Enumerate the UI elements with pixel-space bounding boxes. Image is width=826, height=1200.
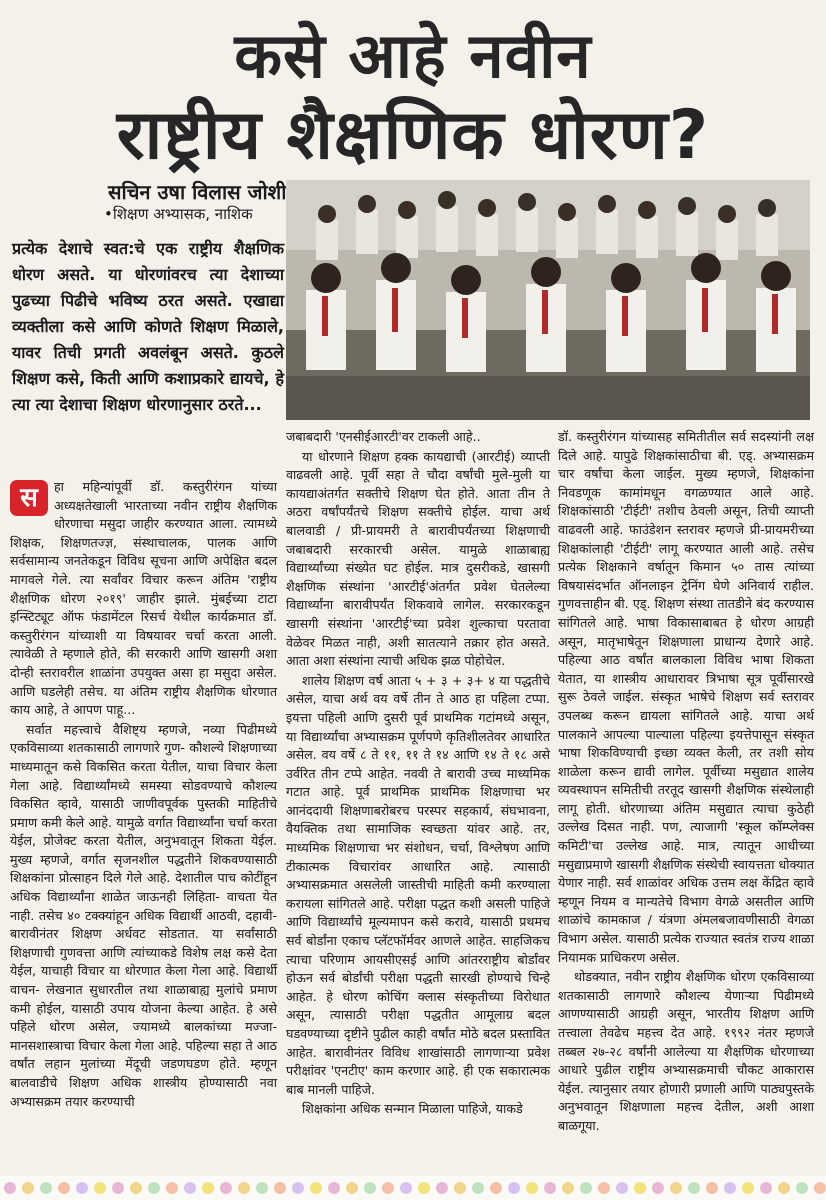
decorative-dot	[562, 1182, 574, 1194]
byline	[82, 180, 286, 224]
article-column-1	[10, 478, 277, 1111]
column2-paragraph-1: जबाबदारी 'एनसीईआरटी'वर टाकली आहे..	[286, 429, 481, 444]
decorative-dot	[202, 1182, 214, 1194]
decorative-dot-border	[0, 1176, 826, 1200]
decorative-dot	[418, 1182, 430, 1194]
decorative-dot	[544, 1182, 556, 1194]
dropcap: स	[10, 480, 48, 516]
decorative-dot	[634, 1182, 646, 1194]
decorative-dot	[382, 1182, 394, 1194]
decorative-dot	[760, 1182, 772, 1194]
decorative-dot	[256, 1182, 268, 1194]
headline	[0, 20, 826, 176]
article-column-2	[286, 428, 550, 1119]
decorative-dot	[94, 1182, 106, 1194]
article-column-3	[558, 428, 814, 1136]
dot-border-svg	[0, 1176, 826, 1200]
decorative-dot	[580, 1182, 592, 1194]
decorative-dot	[220, 1182, 232, 1194]
decorative-dot	[472, 1182, 484, 1194]
decorative-dot	[454, 1182, 466, 1194]
decorative-dot	[688, 1182, 700, 1194]
decorative-dot	[22, 1182, 34, 1194]
column3-paragraph-2: थोडक्यात, नवीन राष्ट्रीय शैक्षणिक धोरण एकविसाव्या शतकासाठी लागणारे कौशल्य येणाऱ्या पिढीमध्ये आणण्यासाठी आग्रही असून, भारतीय शिक्षण आणि तत्त्वाला तेवढेच महत्त्व देत आहे. १९९२ नंतर म्हणजे तब्बल २७-२८ वर्षांनी आलेल्या या शैक्षणिक धोरणाच्या आधारे पुढील राष्ट्रीय अभ्यासक्रमाची चौकट आकारास येईल. त्यानुसार तयार होणारी प्रणाली आणि पाठ्यपुस्तके अनुभवातून शिक्षणाला महत्त्व देतील, अशी आशा बाळगूया.	[558, 969, 814, 1133]
column2-paragraph-3: शालेय शिक्षण वर्ष आता ५ + ३ + ३+ ४ या पद्धतीचे असेल, याचा अर्थ वय वर्षे तीन ते आठ हा पहिला टप्पा. इयत्ता पहिली आणि दुसरी पूर्व प्राथमिक गटांमध्ये असून, या विद्यार्थ्यांचा अभ्यासक्रम पूर्णपणे कृतिशीलतेवर आधारित असेल. वय वर्षे ८ ते ११, ११ ते १४ आणि १४ ते १८ असे उर्वरित तीन टप्पे आहेत. नववी ते बारावी उच्च माध्यमिक गटात आहे. पूर्व प्राथमिक प्राथमिक शिक्षणाचा भर आनंददायी शिक्षणाबरोबरच परस्पर सहकार्य, संघभावना, वैयक्तिक तथा सामाजिक स्वच्छता यांवर आहे. तर, माध्यमिक शिक्षणाचा भर संशोधन, चर्चा, विश्लेषण आणि टीकात्मक विचारांवर आधारित आहे. त्यासाठी अभ्यासक्रमात असलेली जास्तीची माहिती कमी करण्याला करायला सांगितले आहे. परीक्षा पद्धत कशी असली पाहिजे आणि विद्यार्थ्यांचे मूल्यमापन कसे करावे, यासाठी प्रथमच सर्व बोर्डांना एकाच प्लॅटफॉर्मवर आणले आहेत. साहजिकच त्याचा परिणाम आयसीएसई आणि आंतरराष्ट्रीय बोर्डांवर होऊन सर्व बोर्डांची परीक्षा पद्धती सारखी होण्याचे चिन्हे आहेत. हे धोरण कोचिंग क्लास संस्कृतीच्या विरोधात असून, त्यासाठी परीक्षा पद्धतीत आमूलाग्र बदल घडवण्याच्या दृष्टीने पुढील काही वर्षांत मोठे बदल प्रस्तावित आहेत. बारावीनंतर विविध शाखांसाठी लागणाऱ्या प्रवेश परीक्षांवर 'एनटीए' काम करणार आहे. ही एक सकारात्मक बाब मानली पाहिजे.	[286, 672, 550, 1097]
decorative-dot	[274, 1182, 286, 1194]
headline-line1: कसे आहे नवीन	[234, 19, 592, 92]
decorative-dot	[184, 1182, 196, 1194]
decorative-dot	[652, 1182, 664, 1194]
column1-paragraph-1	[10, 478, 277, 720]
decorative-dot	[130, 1182, 142, 1194]
decorative-dot	[742, 1182, 754, 1194]
decorative-dot	[364, 1182, 376, 1194]
column1-paragraph-1-text: हा महिन्यांपूर्वी डॉ. कस्तुरीरंगन यांच्या अध्यक्षतेखाली भारताच्या नवीन राष्ट्रीय शैक्षणिक धोरणाचा मसुदा जाहीर करण्यात आला. त्यामध्ये शिक्षक, शिक्षणतज्ज्ञ, संस्थाचालक, पालक आणि सर्वसामान्य जनतेकडून विविध सूचना आणि अपेक्षित बदल मागवले गेले. त्या सर्वांवर विचार करून अंतिम 'राष्ट्रीय शैक्षणिक धोरण २०१९' जाहीर झाले. मुंबईच्या टाटा इन्स्टिट्यूट ऑफ फंडामेंटल रिसर्च येथील कार्यक्रमात डॉ. कस्तुरीरंगन यांच्याशी या विषयावर चर्चा करता आली. त्यावेळी ते म्हणाले होते, की सरकारी आणि खासगी अशा दोन्ही स्तरावरील शाळांना उपयुक्त असा हा मसुदा असेल. आणि घडलेही तसेच. या अंतिम राष्ट्रीय शैक्षणिक धोरणात काय आहे, ते आपण पाहू...	[10, 479, 277, 718]
decorative-dot	[526, 1182, 538, 1194]
decorative-dot	[490, 1182, 502, 1194]
decorative-dot	[346, 1182, 358, 1194]
decorative-dot	[310, 1182, 322, 1194]
author-name: सचिन उषा विलास जोशी	[108, 180, 287, 204]
author-role: •शिक्षण अभ्यासक, नाशिक	[104, 205, 253, 223]
decorative-dot	[148, 1182, 160, 1194]
decorative-dot	[706, 1182, 718, 1194]
decorative-dot	[76, 1182, 88, 1194]
column1-paragraph-2: सर्वात महत्त्वाचे वैशिष्ट्य म्हणजे, नव्या पिढीमध्ये एकविसाव्या शतकासाठी लागणारे गुण- कौशल्ये शिक्षणाच्या माध्यमातून कसे विकसित करता येतील, याचा विचार केला गेला आहे. विद्यार्थ्यांमध्ये समस्या सोडवण्याचे कौशल्य विकसित व्हावे, यासाठी जाणीवपूर्वक पुस्तकी माहितीचे प्रमाण कमी केले आहे. यामुळे वर्गात विद्यार्थ्यांना चर्चा करता येईल, प्रोजेक्ट करता येतील, अनुभवातून शिकता येईल. मुख्य म्हणजे, वर्गात सृजनशील पद्धतीने शिकवण्यासाठी शिक्षकांना प्रोत्साहन दिले गेले आहे. देशातील पाच कोटींहून अधिक विद्यार्थ्यांना शाळेत जाऊनही लिहिता- वाचता येत नाही. तसेच ४० टक्क्यांहून अधिक विद्यार्थी आठवी, दहावी- बारावीनंतर शिक्षण अर्धवट सोडतात. या सर्वांसाठी शिक्षणाची गुणवत्ता आणि त्यांच्याकडे विशेष लक्ष कसे देता येईल, याचाही विचार या धोरणात केला गेला आहे. विद्यार्थी वाचन- लेखनात सुधारतील तथा शाळाबाह्य मुलांचे प्रमाण कमी होईल, यासाठी उपाय योजना केल्या आहेत. हे असे पहिले धोरण असेल, ज्यामध्ये बालकांच्या मज्जा-मानसशास्त्राचा विचार केला गेला आहे. पहिल्या सहा ते आठ वर्षांत लहान मुलांच्या मेंदूची जडणघडण होते. म्हणून बालवाडीचे शिक्षण अधिक शास्त्रीय होण्यासाठी नवा अभ्यासक्रम तयार करण्याची	[10, 721, 277, 1109]
intro-paragraph: प्रत्येक देशाचे स्वत:चे एक राष्ट्रीय शैक्षणिक धोरण असते. या धोरणांवरच त्या देशाच्या पुढच्या पिढीचे भविष्य ठरत असते. एखाद्या व्यक्तीला कसे आणि कोणते शिक्षण मिळाले, यावर तिची प्रगती अवलंबून असते. कुठले शिक्षण कसे, किती आणि कशाप्रकारे द्यायचे, हे त्या त्या देशाचा शिक्षण धोरणानुसार ठरते...	[12, 239, 284, 414]
decorative-dot	[166, 1182, 178, 1194]
headline-line2: राष्ट्रीय शैक्षणिक धोरण?	[116, 96, 710, 175]
decorative-dot	[598, 1182, 610, 1194]
decorative-dot	[436, 1182, 448, 1194]
decorative-dot	[4, 1182, 16, 1194]
decorative-dot	[328, 1182, 340, 1194]
decorative-dot	[400, 1182, 412, 1194]
decorative-dot	[724, 1182, 736, 1194]
column2-paragraph-4: शिक्षकांना अधिक सन्मान मिळाला पाहिजे, याकडे	[302, 1101, 523, 1117]
decorative-dot	[292, 1182, 304, 1194]
decorative-dot	[778, 1182, 790, 1194]
decorative-dot	[796, 1182, 808, 1194]
decorative-dot	[670, 1182, 682, 1194]
column3-paragraph-1: डॉ. कस्तुरीरंगन यांच्यासह समितीतील सर्व सदस्यांनी लक्ष दिले आहे. यापुढे शिक्षकांसाठीचा बी. एड्. अभ्यासक्रम चार वर्षांचा केला जाईल. मुख्य म्हणजे, शिक्षकांना निवडणूक कामांमधून वगळण्यात आले आहे. शिक्षकांसाठी 'टीईटी' तशीच ठेवली असून, तिची व्याप्ती वाढवली आहे. फाउंडेशन स्तरावर म्हणजे प्री-प्रायमरीच्या शिक्षकांलाही 'टीईटी' लागू करण्यात आली आहे. तसेच प्रत्येक शिक्षकाने वर्षातून किमान ५० तास त्यांच्या विषयासंदर्भात ऑनलाइन ट्रेनिंग घेणे अनिवार्य राहील. गुणवत्ताहीन बी. एड्. शिक्षण संस्था तातडीने बंद करण्यास सांगितले आहे. भाषा विकासाबाबत हे धोरण आग्रही असून, मातृभाषेतून शिक्षणाला प्राधान्य देणारे आहे. पहिल्या आठ वर्षांत बालकाला विविध भाषा शिकता येतात, या शास्त्रीय आधारावर त्रिभाषा सूत्र पूर्वीसारखे सुरू ठेवले जाईल. संस्कृत भाषेचे शिक्षण सर्व स्तरावर उपलब्ध करून द्यायला सांगितले आहे. याचा अर्थ पालकाने आपल्या पाल्याला पहिल्या इयत्तेपासून संस्कृत भाषा शिकविण्याची इच्छा व्यक्त केली, तर तशी सोय शाळेला करून द्यावी लागेल. पूर्वीच्या मसुद्यात शालेय व्यवस्थापन समितीची तरतूद खासगी शैक्षणिक संस्थेलाही लागू होती. धोरणाच्या अंतिम मसुद्यात त्याचा कुठेही उल्लेख दिसत नाही. पण, त्याजागी 'स्कूल कॉम्प्लेक्स कमिटी'चा उल्लेख आहे. मात्र, त्यातून आधीच्या मसुद्याप्रमाणे खासगी शैक्षणिक संस्थेची स्वायत्तता धोक्यात येणार नाही. सर्व शाळांवर अधिक उत्तम लक्ष केंद्रित व्हावे म्हणून नियम व मान्यतेचे विभाग वेगळे असतील आणि शाळांचे कामकाज / यंत्रणा अंमलबजावणीसाठी वेगळा विभाग असेल. यासाठी प्रत्येक राज्यात स्वतंत्र राज्य शाळा नियामक प्राधिकरण असेल.	[558, 429, 814, 965]
column2-paragraph-2: या धोरणाने शिक्षण हक्क कायद्याची (आरटीई) व्याप्ती वाढवली आहे. पूर्वी सहा ते चौदा वर्षांची मुले-मुली या कायद्याअंतर्गत सक्तीचे शिक्षण घेत होते. आता तीन ते अठरा वर्षांपर्यंतचे शिक्षण सक्तीचे होईल. याचा अर्थ बालवाडी / प्री-प्रायमरी ते बारावीपर्यंतच्या शिक्षणाची जबाबदारी सरकारची असेल. यामुळे शाळाबाह्य विद्यार्थ्यांच्या संख्येत घट होईल. मात्र दुसरीकडे, खासगी शैक्षणिक संस्थांना 'आरटीई'अंतर्गत प्रवेश घेतलेल्या विद्यार्थ्यांना बारावीपर्यंत शिकवावे लागेल. सरकारकडून खासगी संस्थांना 'आरटीई'च्या प्रवेश शुल्काचा परतावा वेळेवर मिळत नाही, अशी सातत्याने तक्रार होत असते. आता अशा संस्थांना त्याची अधिक झळ पोहोचेल.	[286, 448, 550, 669]
decorative-dot	[112, 1182, 124, 1194]
classroom-photo-illustration	[286, 180, 810, 420]
decorative-dot	[238, 1182, 250, 1194]
decorative-dot	[40, 1182, 52, 1194]
decorative-dot	[58, 1182, 70, 1194]
decorative-dot	[508, 1182, 520, 1194]
decorative-dot	[814, 1182, 826, 1194]
classroom-photo	[286, 180, 810, 420]
decorative-dot	[616, 1182, 628, 1194]
